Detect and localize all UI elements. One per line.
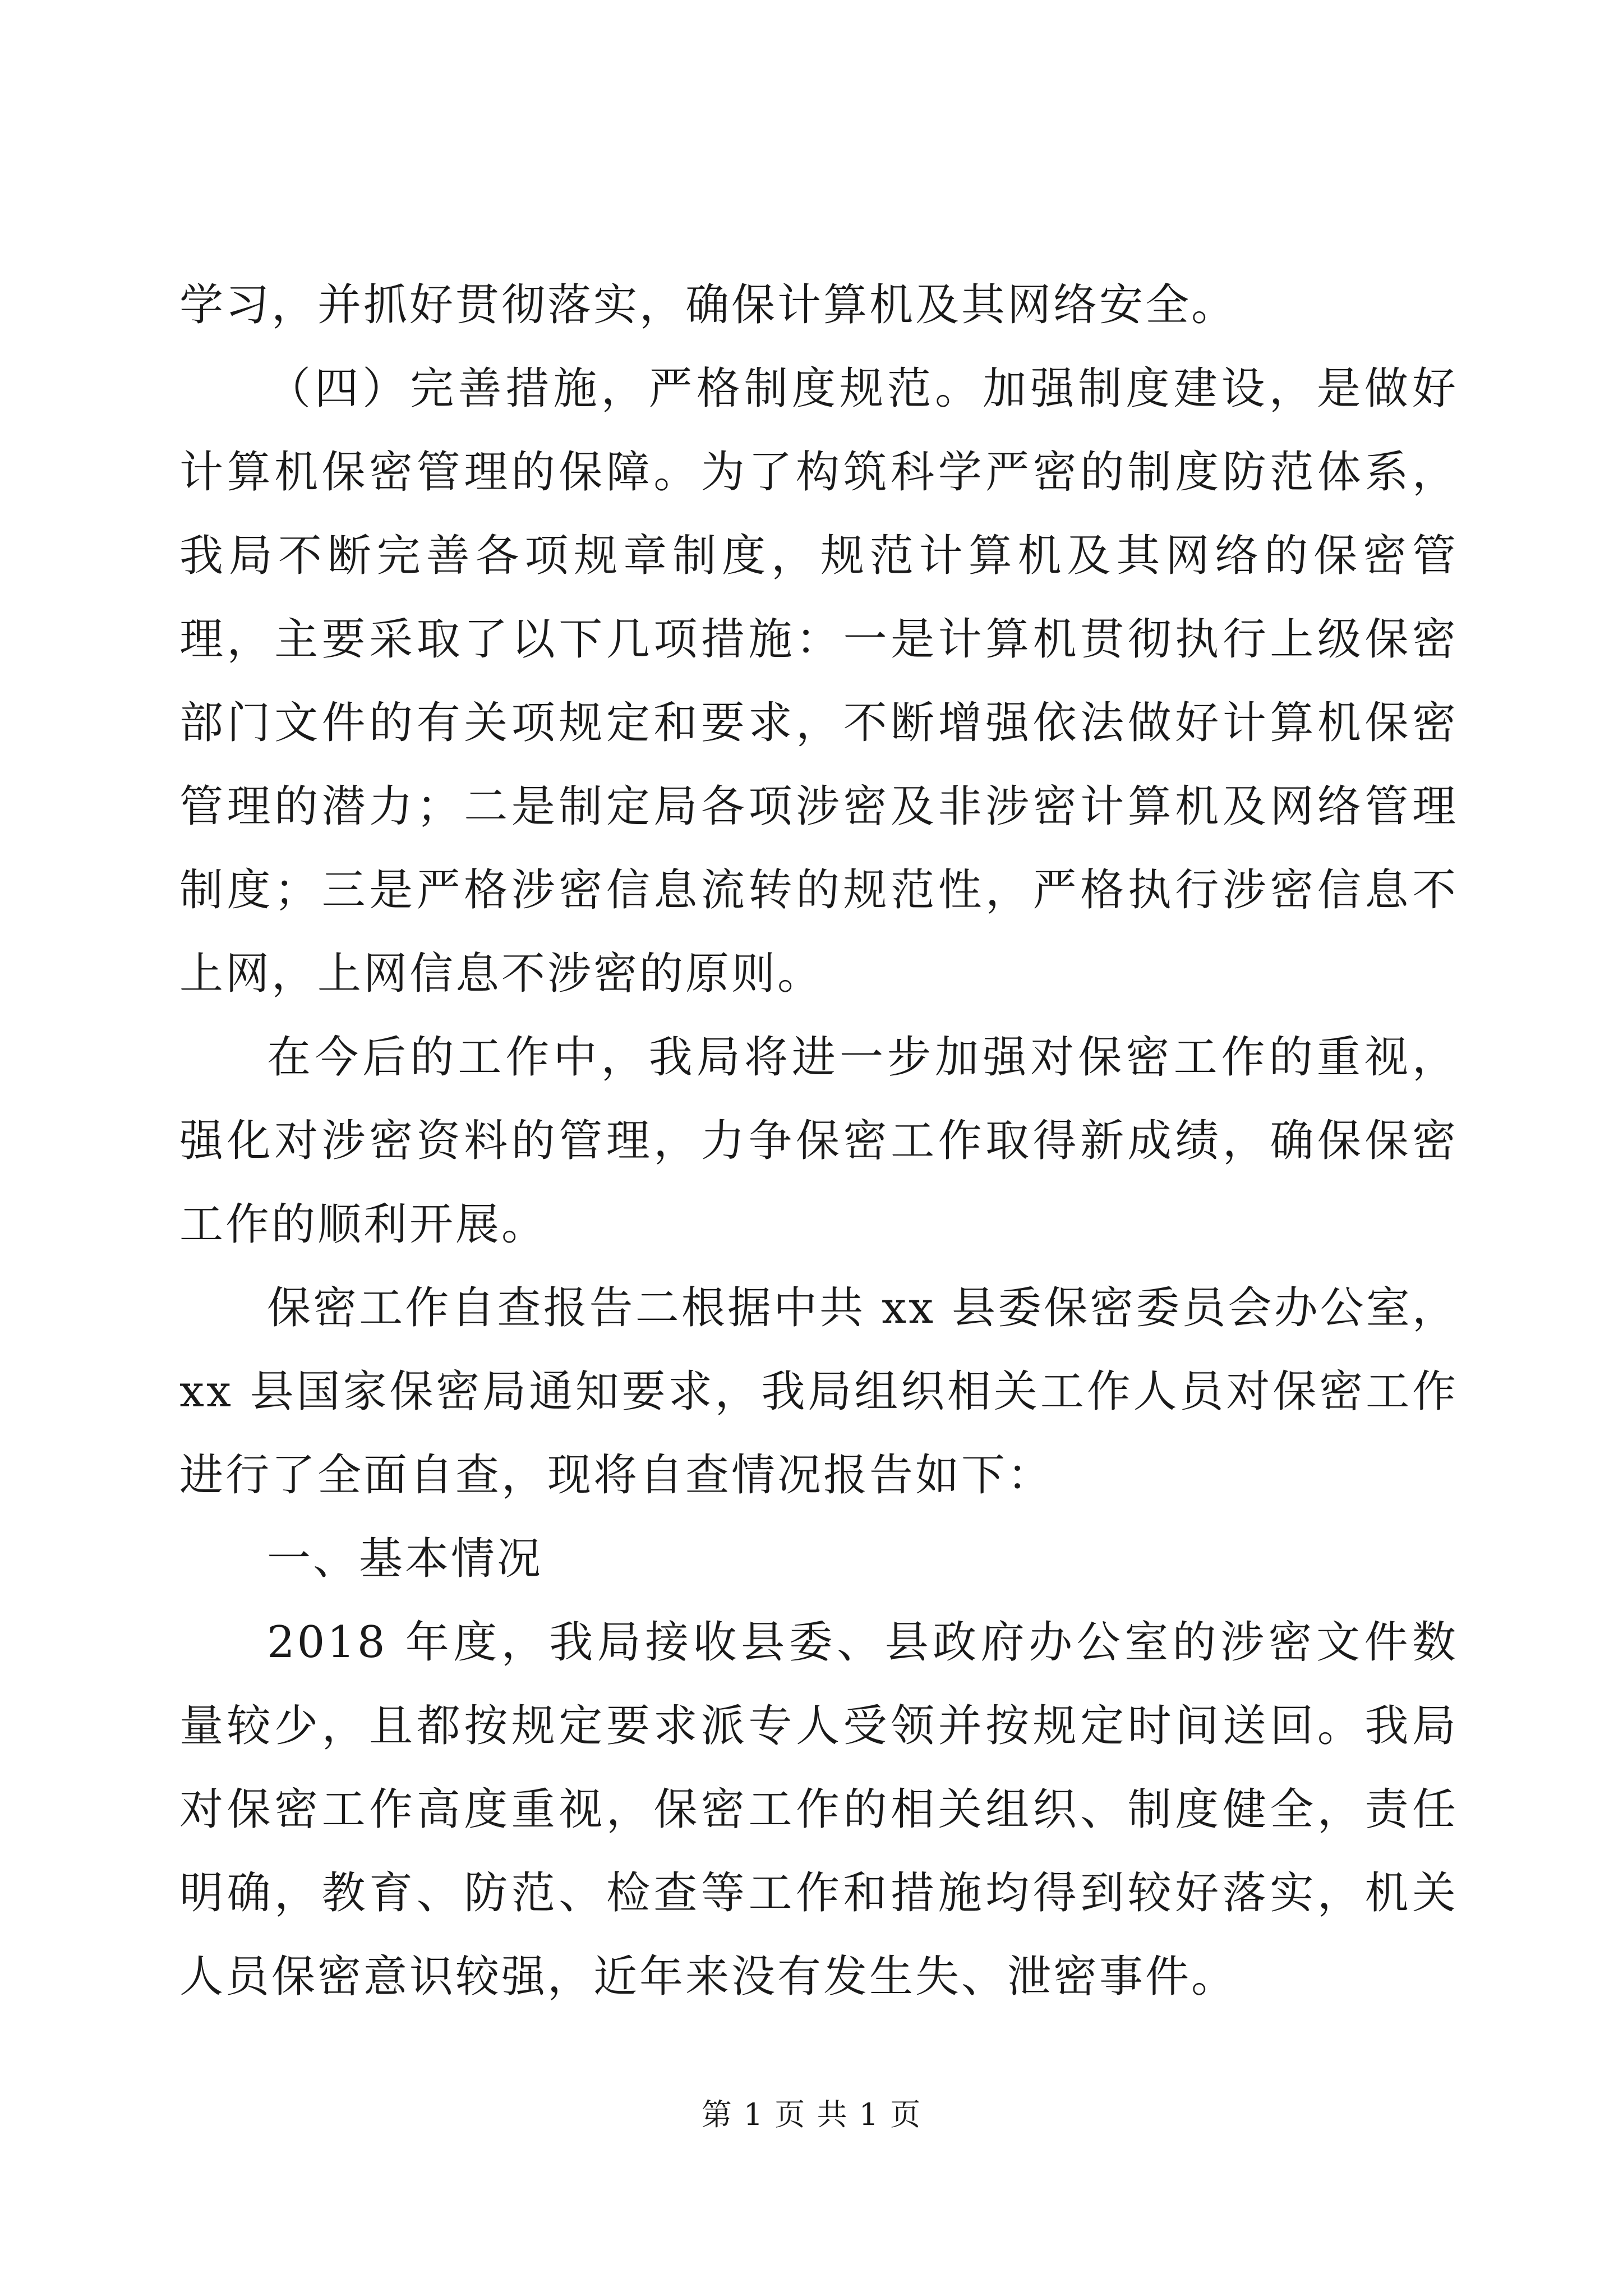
document-body [179, 264, 1458, 2019]
paragraph-2: （四）完善措施，严格制度规范。加强制度建设，是做好计算机保密管理的保障。为了构筑科学严密的制度防范体系，我局不断完善各项规章制度，规范计算机及其网络的保密管理，主要采取了以下几项措施：一是计算机贯彻执行上级保密部门文件的有关项规定和要求，不断增强依法做好计算机保密管理的潜力；二是制定局各项涉密及非涉密计算机及网络管理制度；三是严格涉密信息流转的规范性，严格执行涉密信息不上网，上网信息不涉密的原则。 [179, 364, 1458, 999]
page-footer: 第 1 页 共 1 页 [701, 2097, 922, 2132]
paragraph-4: 保密工作自查报告二根据中共 xx 县委保密委员会办公室，xx 县国家保密局通知要求，我局组织相关工作人员对保密工作进行了全面自查，现将自查情况报告如下： [179, 1283, 1458, 1501]
paragraph-1: 学习，并抓好贯彻落实，确保计算机及其网络安全。 [179, 280, 1238, 330]
section-heading-basic-situation: 一、基本情况 [267, 1534, 543, 1584]
paragraph-6: 2018 年度，我局接收县委、县政府办公室的涉密文件数量较少，且都按规定要求派专人受领并按规定时间送回。我局对保密工作高度重视，保密工作的相关组织、制度健全，责任明确，教育、防范、检查等工作和措施均得到较好落实，机关人员保密意识较强，近年来没有发生失、泄密事件。 [179, 1617, 1458, 2002]
paragraph-3: 在今后的工作中，我局将进一步加强对保密工作的重视，强化对涉密资料的管理，力争保密工作取得新成绩，确保保密工作的顺利开展。 [179, 1032, 1458, 1250]
